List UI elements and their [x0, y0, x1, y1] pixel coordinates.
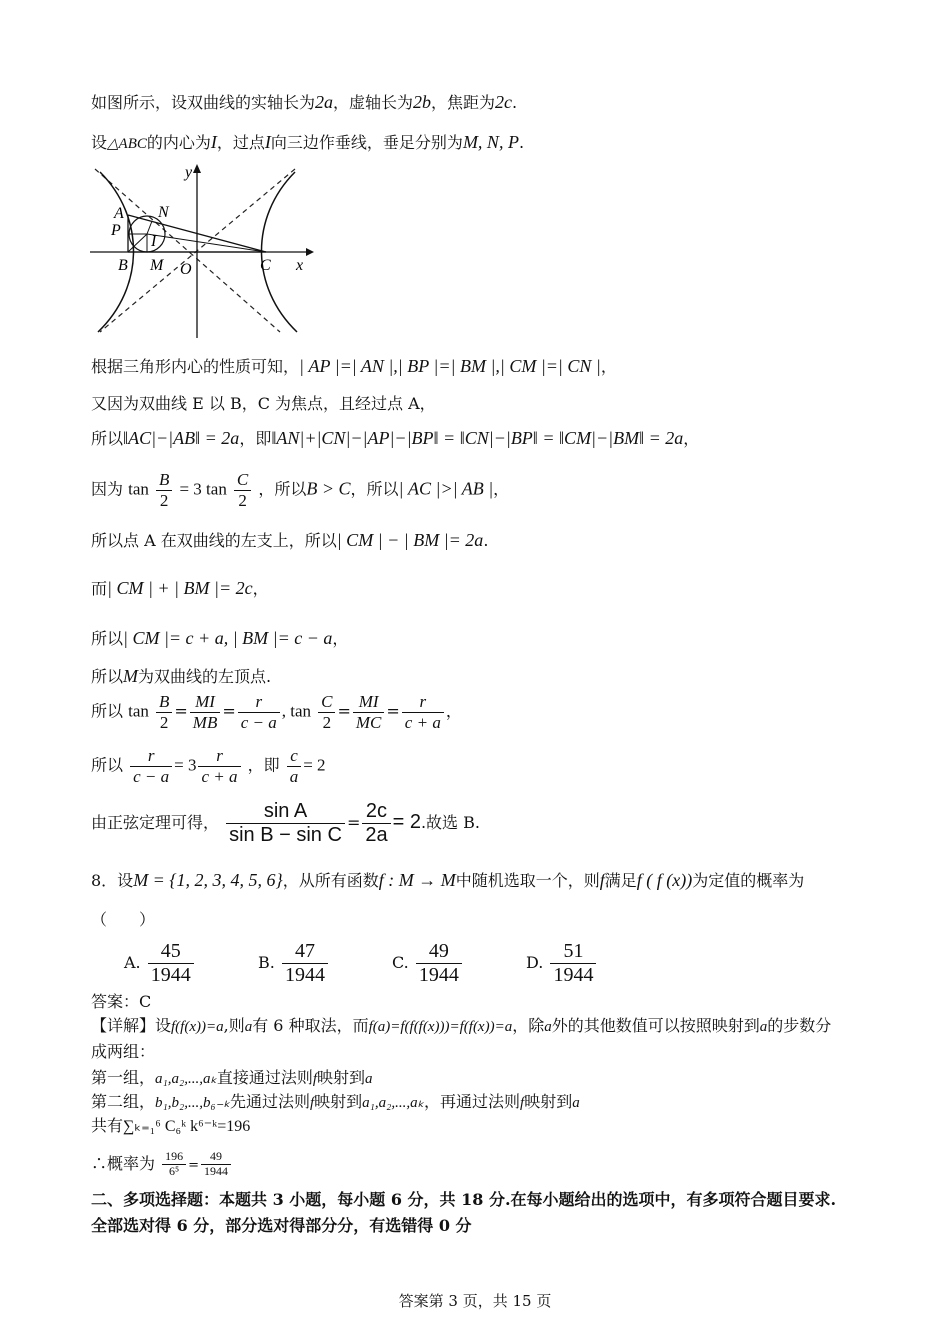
text: 向三边作垂线，垂足分别为	[270, 133, 463, 152]
text: ，即	[239, 429, 272, 448]
fraction	[318, 692, 335, 732]
label-P: P	[111, 222, 121, 239]
option-label: D.	[526, 953, 544, 972]
fraction	[287, 746, 302, 786]
math: f : M → M	[378, 870, 456, 890]
fraction	[130, 746, 172, 786]
denominator: 2	[159, 712, 169, 732]
detail-line-2	[91, 1042, 155, 1061]
denominator: c + a	[201, 766, 238, 786]
text-line-3	[91, 356, 617, 378]
denominator: 2	[322, 712, 332, 732]
denominator: 2	[238, 490, 247, 510]
math: | AC |>| AB |	[398, 478, 494, 499]
math: f	[520, 1095, 525, 1111]
fraction	[416, 940, 462, 987]
math: M	[123, 666, 139, 686]
math: | AP |=| AN |,| BP |=| BM |,| CM |=| CN |	[299, 356, 601, 376]
answer-line	[91, 992, 151, 1011]
text: ，再通过法则	[424, 1092, 521, 1111]
text: ，除	[512, 1016, 545, 1035]
math: f(f(x))=a	[171, 1019, 224, 1035]
math: a	[759, 1019, 768, 1035]
math: ∑ₖ₌₁⁶ C₆ᵏ k⁶⁻ᵏ=196	[123, 1118, 251, 1135]
text: .	[512, 93, 518, 112]
text: ，	[493, 479, 510, 499]
text: ，过点	[216, 133, 265, 152]
label-O: O	[180, 261, 192, 278]
asymptote-line	[95, 169, 280, 332]
option-label: B.	[258, 953, 275, 972]
text: .故选 B.	[420, 813, 480, 832]
math: 2c	[495, 92, 513, 112]
text: 因为	[91, 479, 124, 499]
label-B: B	[118, 257, 128, 274]
text: 而	[91, 579, 108, 598]
detail-line-4	[91, 1092, 580, 1112]
numerator: c	[287, 746, 302, 767]
math: M, N, P	[462, 132, 519, 152]
text: 为双曲线的左顶点.	[138, 667, 272, 686]
math: = 3 tan	[179, 479, 227, 499]
denominator: 2	[159, 490, 169, 510]
text: 全部选对得 6 分，部分选对得部分分，有选错得 0 分	[91, 1216, 472, 1235]
denominator: 1944	[284, 964, 325, 986]
text: ，从所有函数	[282, 871, 379, 890]
option-label: C.	[392, 953, 409, 972]
fraction	[550, 940, 596, 987]
text: 【详解】设	[91, 1016, 172, 1035]
text: 中随机选取一个，则	[455, 871, 600, 890]
text: 映射到	[317, 1068, 366, 1087]
text: ，焦距为	[431, 93, 496, 112]
math: a	[572, 1095, 580, 1111]
text-line-6	[91, 470, 509, 510]
text: 所以	[91, 429, 124, 448]
text: 成两组：	[91, 1042, 156, 1061]
denominator: 1944	[204, 1163, 229, 1178]
text: 共有	[91, 1116, 124, 1135]
math: f(a)=f(f(f(x)))=f(f(x))=a	[368, 1019, 513, 1035]
text: 根据三角形内心的性质可知，	[91, 357, 300, 376]
option-A	[124, 940, 196, 987]
math: | CM | − | BM |= 2a	[336, 530, 484, 550]
option-D	[526, 940, 598, 987]
math: f	[309, 1095, 315, 1111]
numerator: 49	[416, 940, 462, 964]
numerator: sin A	[226, 800, 345, 824]
text: ，	[600, 357, 617, 376]
option-B	[258, 940, 330, 987]
text: 有 6 种取法，而	[252, 1016, 369, 1035]
numerator: r	[238, 692, 280, 713]
y-axis-arrow-icon	[193, 164, 201, 173]
option-C	[392, 940, 464, 987]
text: ，虚轴长为	[333, 93, 414, 112]
math: a₁,a₂,...,aₖ	[362, 1095, 424, 1111]
text-line-2	[91, 132, 524, 154]
text: ，即	[247, 755, 280, 775]
text-line-5	[91, 428, 699, 450]
math: a	[365, 1071, 373, 1087]
denominator: 1944	[553, 964, 594, 986]
numerator: r	[198, 746, 240, 767]
page-footer	[0, 1290, 950, 1311]
fraction	[282, 940, 328, 987]
text: 直接通过法则	[216, 1068, 313, 1087]
label-M: M	[150, 257, 164, 274]
label-N: N	[158, 204, 169, 221]
text: 为定值的概率为	[692, 871, 805, 890]
text: ，	[332, 629, 349, 648]
text: 所以	[91, 667, 124, 686]
answer: 答案：C	[91, 992, 152, 1011]
numerator: 47	[282, 940, 328, 964]
text: 二、多项选择题：本题共 3 小题，每小题 6 分，共 18 分.在每小题给出的选项中，有多项符合题目要求.	[91, 1190, 837, 1209]
fraction	[226, 800, 345, 847]
option-label: A.	[124, 953, 141, 972]
math: , tan	[281, 701, 312, 721]
section-2-heading-line-2	[91, 1216, 472, 1235]
numerator: C	[318, 692, 335, 713]
math: △ABC	[107, 136, 147, 152]
fraction	[148, 940, 194, 987]
math: M = {1, 2, 3, 4, 5, 6}	[133, 870, 283, 890]
denominator: MB	[192, 712, 218, 732]
text: 外的其他数值可以按照映射到	[551, 1016, 760, 1035]
math: tan	[128, 701, 149, 721]
numerator: r	[402, 692, 444, 713]
text: ，	[683, 429, 700, 448]
math: 2a	[315, 92, 334, 112]
text: 由正弦定理可得，	[91, 813, 220, 832]
label-I: I	[151, 233, 157, 250]
text-line-7	[91, 530, 488, 552]
math: f	[312, 1071, 318, 1087]
label-C: C	[260, 257, 271, 274]
math: I	[210, 132, 217, 152]
text: 映射到	[524, 1092, 573, 1111]
text: .	[518, 133, 525, 152]
text: 的内心为	[146, 133, 211, 152]
math: = 2	[392, 811, 421, 833]
text: 又因为双曲线 E 以 B，C 为焦点，且经过点 A，	[91, 394, 436, 413]
x-axis-arrow-icon	[306, 248, 314, 256]
fraction	[198, 746, 240, 786]
text-line-11: 所以 tan $\frac{B}{2}$ = $\frac{MI}{MB}$ = $\frac{r}{c - a}$ , tan $\frac{C}{2}$ = $\frac{MI}{MC}$ = $\frac{r}{c + a}$ ，	[91, 692, 462, 732]
numerator: MI	[190, 692, 221, 713]
math: | CM |= c + a, | BM |= c − a	[123, 628, 333, 648]
text: ，所以	[258, 479, 307, 499]
text: 第一组，	[91, 1068, 156, 1087]
denominator: c − a	[133, 766, 170, 786]
math: b₁,b₂,...,b₆₋ₖ	[155, 1095, 230, 1111]
detail-line-1	[91, 1016, 831, 1036]
text-line-10	[91, 666, 271, 688]
text-line-4	[91, 394, 436, 413]
text: 8．设	[91, 871, 134, 890]
math: f	[599, 870, 605, 890]
math: | CM | + | BM |= 2c	[107, 578, 253, 598]
text: 满足	[604, 871, 637, 890]
text: 所以	[91, 755, 124, 775]
math: = 2	[303, 755, 326, 775]
text: 所以	[91, 701, 124, 721]
text-line-9	[91, 628, 348, 650]
numerator: 49	[201, 1150, 231, 1165]
text: 如图所示，设双曲线的实轴长为	[91, 93, 316, 112]
math: a	[244, 1019, 253, 1035]
label-x: x	[296, 257, 304, 274]
text: 所以点 A 在双曲线的左支上，所以	[91, 531, 337, 550]
fraction	[162, 1150, 186, 1179]
label-y: y	[185, 164, 193, 181]
math: B > C	[306, 478, 351, 499]
numerator: C	[234, 470, 251, 491]
math: a	[544, 1019, 552, 1035]
section-2-heading-line-1	[91, 1190, 836, 1209]
fraction	[234, 470, 251, 510]
question-8	[91, 870, 804, 892]
fraction	[190, 692, 221, 732]
text: ，	[445, 701, 462, 721]
text: 的步数分	[767, 1016, 832, 1035]
label-A: A	[114, 205, 124, 222]
numerator: r	[130, 746, 172, 767]
math: 2b	[413, 92, 432, 112]
denominator: c − a	[240, 712, 277, 732]
fraction	[353, 692, 385, 732]
fraction	[156, 470, 172, 510]
detail-line-5	[91, 1116, 250, 1136]
footer-text: 答案第 3 页，共 15 页	[398, 1292, 552, 1310]
text: 第二组，	[91, 1092, 156, 1111]
detail-line-3	[91, 1068, 373, 1088]
denominator: MC	[355, 712, 382, 732]
text-line-13: 由正弦定理可得， $\frac{\text{sin A}}{\text{sin B − sin C}}$ = $\frac{2c}{2a}$ = 2.故选 B.	[91, 800, 480, 846]
question-8-paren	[91, 910, 155, 929]
text: 设	[91, 133, 108, 152]
text: （ ）	[91, 910, 156, 929]
denominator: 6⁵	[169, 1163, 180, 1178]
text: ，	[252, 579, 269, 598]
numerator: MI	[353, 692, 385, 713]
denominator: sin B − sin C	[229, 824, 342, 846]
text: 先通过法则	[229, 1092, 310, 1111]
fraction	[156, 692, 172, 732]
text: ,则	[223, 1016, 245, 1035]
numerator: 2c	[362, 800, 390, 824]
numerator: 45	[148, 940, 194, 964]
fraction	[201, 1150, 231, 1179]
denominator: 1944	[418, 964, 459, 986]
numerator: 196	[162, 1150, 186, 1165]
denominator: 2a	[365, 824, 388, 846]
numerator: B	[156, 470, 172, 491]
text: ，所以	[350, 479, 399, 499]
detail-line-6: ∴概率为 $\frac{196}{\text{6⁵}}$ = $\frac{49}{1944}$	[91, 1150, 233, 1179]
denominator: a	[289, 766, 299, 786]
math: I	[264, 132, 271, 152]
fraction	[238, 692, 280, 732]
denominator: c + a	[404, 712, 441, 732]
math: = 3	[174, 755, 197, 775]
numerator: B	[156, 692, 172, 713]
math: tan	[128, 479, 149, 499]
math: a₁,a₂,...,aₖ	[155, 1071, 217, 1087]
math: ‖AC|−|AB‖ = 2a	[123, 428, 240, 448]
text-line-1	[91, 92, 517, 114]
fraction	[362, 800, 390, 847]
math: ‖AN|+|CN|−|AP|−|BP‖ = ‖CN|−|BP‖ = ‖CM|−|BM‖ = 2a	[271, 428, 684, 448]
text-line-8	[91, 578, 269, 600]
text: .	[483, 531, 489, 550]
numerator: 51	[550, 940, 596, 964]
text: ∴概率为	[91, 1153, 156, 1173]
fraction	[402, 692, 444, 732]
text: 所以	[91, 629, 124, 648]
text-line-12	[91, 746, 326, 786]
math: f ( f (x))	[636, 870, 693, 890]
hyperbola-figure	[90, 162, 315, 340]
denominator: 1944	[150, 964, 191, 986]
text: 映射到	[314, 1092, 363, 1111]
